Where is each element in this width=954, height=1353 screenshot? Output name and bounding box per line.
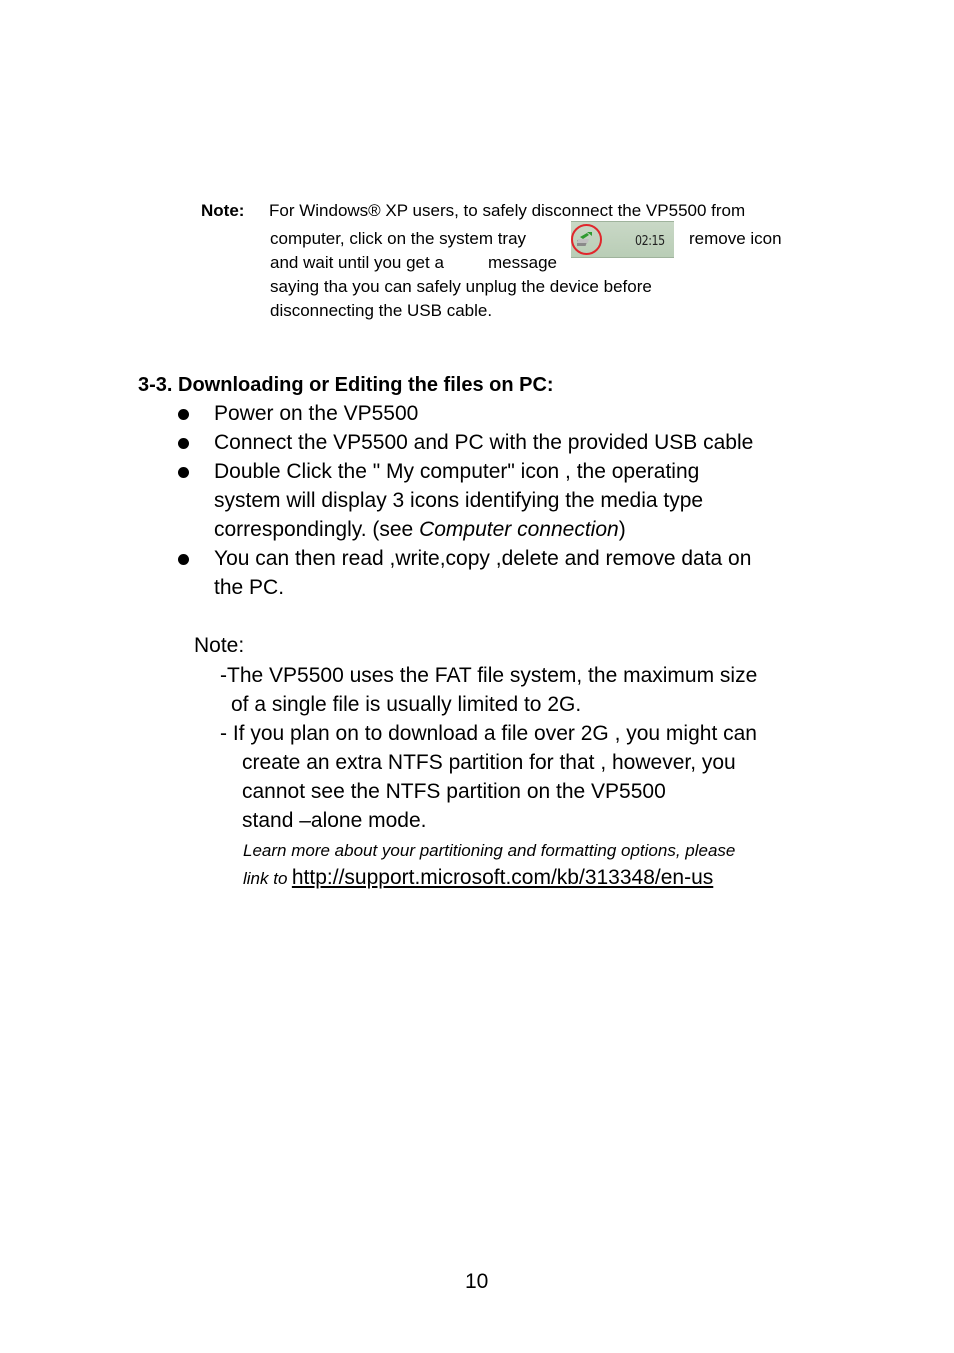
bullet-italic-ref: Computer connection bbox=[419, 518, 619, 541]
tray-clock: 02:15 bbox=[635, 234, 665, 249]
note-line: cannot see the NTFS partition on the VP5500 bbox=[242, 780, 666, 803]
section-heading: 3-3. Downloading or Editing the files on PC: bbox=[138, 374, 554, 396]
note-italic-text: Learn more about your partitioning and formatting options, please bbox=[243, 841, 736, 860]
note-line: message bbox=[488, 253, 557, 272]
bullet-text: Power on the VP5500 bbox=[214, 402, 419, 425]
bullet-text: the PC. bbox=[214, 576, 285, 599]
note-line: disconnecting the USB cable. bbox=[270, 301, 493, 320]
bullet-text: You can then read ,write,copy ,delete and remove data on bbox=[214, 547, 752, 570]
system-tray-image bbox=[571, 221, 674, 258]
note-line: - If you plan on to download a file over 2G , you might can bbox=[220, 722, 757, 745]
bullet-text-line bbox=[214, 518, 626, 542]
safely-remove-hardware-icon bbox=[577, 231, 597, 249]
note-italic-text: link to bbox=[243, 869, 288, 888]
note-line: remove icon bbox=[689, 229, 782, 248]
link-line bbox=[243, 866, 713, 890]
note-line: -The VP5500 uses the FAT file system, the maximum size bbox=[220, 664, 758, 687]
note-line: and wait until you get a bbox=[270, 253, 444, 272]
bullet-text-tail: ) bbox=[618, 518, 626, 541]
bullet-dot bbox=[178, 554, 189, 565]
note-line: For Windows® XP users, to safely disconnect the VP5500 from bbox=[269, 201, 746, 220]
page-number: 10 bbox=[465, 1270, 489, 1293]
note-label: Note: bbox=[194, 634, 245, 657]
note-line: create an extra NTFS partition for that , however, you bbox=[242, 751, 736, 774]
note-label: Note: bbox=[201, 201, 245, 220]
bullet-dot bbox=[178, 467, 189, 478]
support-link[interactable]: http://support.microsoft.com/kb/313348/en-us bbox=[291, 866, 714, 889]
note-line: saying tha you can safely unplug the device before bbox=[270, 277, 652, 296]
bullet-text: system will display 3 icons identifying the media type bbox=[214, 489, 704, 512]
note-line: stand –alone mode. bbox=[242, 809, 427, 832]
bullet-text: correspondingly. (see bbox=[214, 518, 420, 541]
bullet-text: Double Click the " My computer" icon , the operating bbox=[214, 460, 700, 483]
bullet-dot bbox=[178, 438, 189, 449]
bullet-dot bbox=[178, 409, 189, 420]
note-line: of a single file is usually limited to 2G. bbox=[231, 693, 582, 716]
bullet-text: Connect the VP5500 and PC with the provided USB cable bbox=[214, 431, 754, 454]
note-line: computer, click on the system tray bbox=[270, 229, 527, 248]
